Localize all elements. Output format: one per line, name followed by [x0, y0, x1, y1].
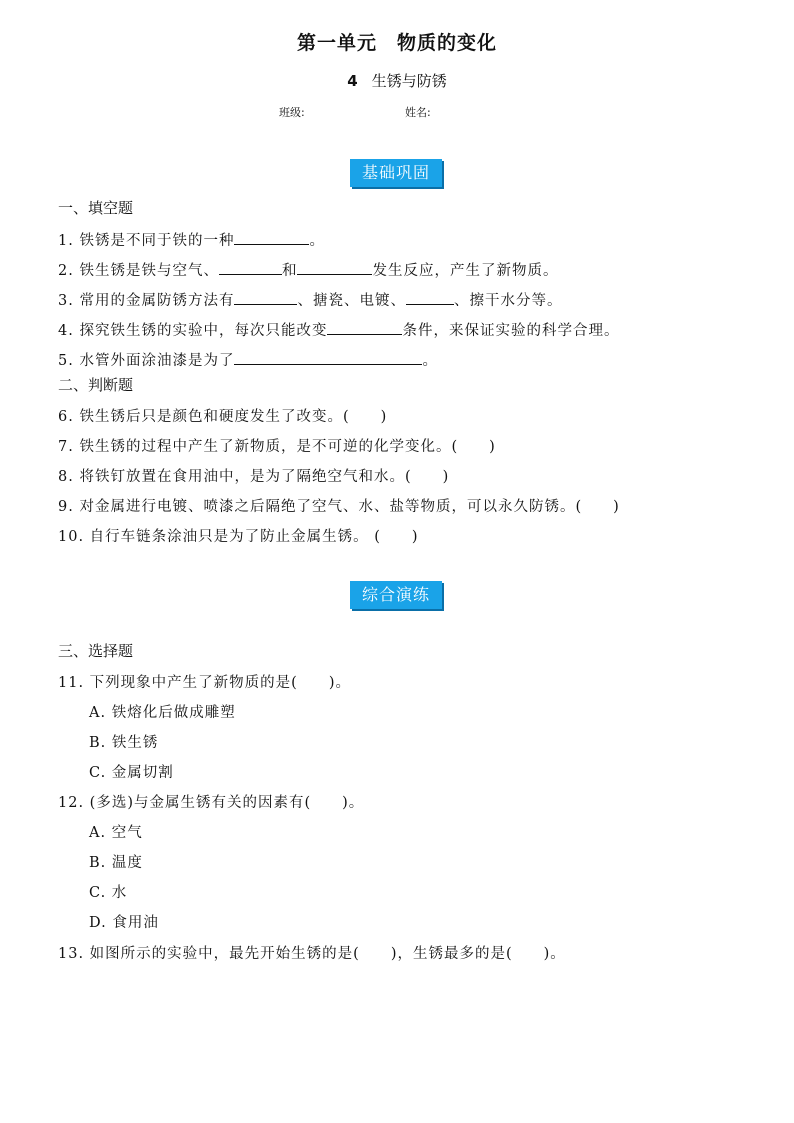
question-4	[58, 319, 619, 340]
question-12: 12. (多选)与金属生锈有关的因素有( )。	[58, 795, 365, 811]
section-title-multiple-choice: 三、选择题	[58, 642, 134, 660]
question-text: 2. 铁生锈是铁与空气、	[58, 263, 219, 279]
answer-blank[interactable]	[327, 320, 402, 336]
question-text: 、搪瓷、电镀、	[297, 293, 406, 309]
question-8: 8. 将铁钉放置在食用油中，是为了隔绝空气和水。( )	[58, 469, 450, 485]
lesson-number: 4	[347, 72, 358, 90]
question-1	[58, 229, 325, 250]
section-banner-basic: 基础巩固	[350, 159, 442, 187]
question-13: 13. 如图所示的实验中，最先开始生锈的是( )，生锈最多的是( )。	[58, 946, 566, 962]
option-12-d[interactable]: D. 食用油	[89, 915, 159, 931]
answer-blank[interactable]	[406, 290, 454, 306]
question-6: 6. 铁生锈后只是颜色和硬度发生了改变。( )	[58, 409, 388, 425]
question-text: 和	[281, 263, 298, 279]
question-text: 5. 水管外面涂油漆是为了	[58, 353, 235, 369]
question-text: 、擦干水分等。	[453, 293, 563, 309]
option-12-a[interactable]: A. 空气	[89, 825, 143, 841]
question-text: 。	[422, 353, 438, 369]
answer-blank[interactable]	[234, 230, 309, 246]
question-text: 3. 常用的金属防锈方法有	[58, 293, 235, 309]
question-text: 1. 铁锈是不同于铁的一种	[58, 233, 235, 249]
lesson-title	[0, 70, 794, 91]
answer-blank[interactable]	[219, 260, 282, 276]
question-9: 9. 对金属进行电镀、喷漆之后隔绝了空气、水、盐等物质，可以永久防锈。( )	[58, 499, 620, 515]
option-12-b[interactable]: B. 温度	[89, 855, 143, 871]
question-3	[58, 289, 562, 310]
answer-blank[interactable]	[297, 260, 372, 276]
unit-title: 第一单元 物质的变化	[296, 32, 497, 54]
answer-blank[interactable]	[234, 350, 422, 366]
question-text: 4. 探究铁生锈的实验中，每次只能改变	[58, 323, 328, 339]
question-text: 发生反应，产生了新物质。	[372, 263, 559, 279]
section-title-fill-in: 一、填空题	[58, 199, 134, 217]
option-11-a[interactable]: A. 铁熔化后做成雕塑	[89, 705, 236, 721]
option-12-c[interactable]: C. 水	[89, 885, 128, 901]
option-11-b[interactable]: B. 铁生锈	[89, 735, 159, 751]
name-label: 姓名:	[405, 106, 431, 119]
question-11: 11. 下列现象中产生了新物质的是( )。	[58, 675, 351, 691]
lesson-name: 生锈与防锈	[371, 72, 447, 90]
question-2	[58, 259, 558, 280]
question-5	[58, 349, 438, 370]
answer-blank[interactable]	[234, 290, 297, 306]
option-11-c[interactable]: C. 金属切割	[89, 765, 174, 781]
section-title-true-false: 二、判断题	[58, 376, 134, 394]
section-banner-comprehensive: 综合演练	[350, 581, 442, 609]
question-text: 条件，来保证实验的科学合理。	[402, 323, 620, 339]
question-7: 7. 铁生锈的过程中产生了新物质，是不可逆的化学变化。( )	[58, 439, 496, 455]
class-label: 班级:	[279, 106, 305, 119]
question-text: 。	[309, 233, 325, 249]
question-10: 10. 自行车链条涂油只是为了防止金属生锈。 ( )	[58, 529, 419, 545]
